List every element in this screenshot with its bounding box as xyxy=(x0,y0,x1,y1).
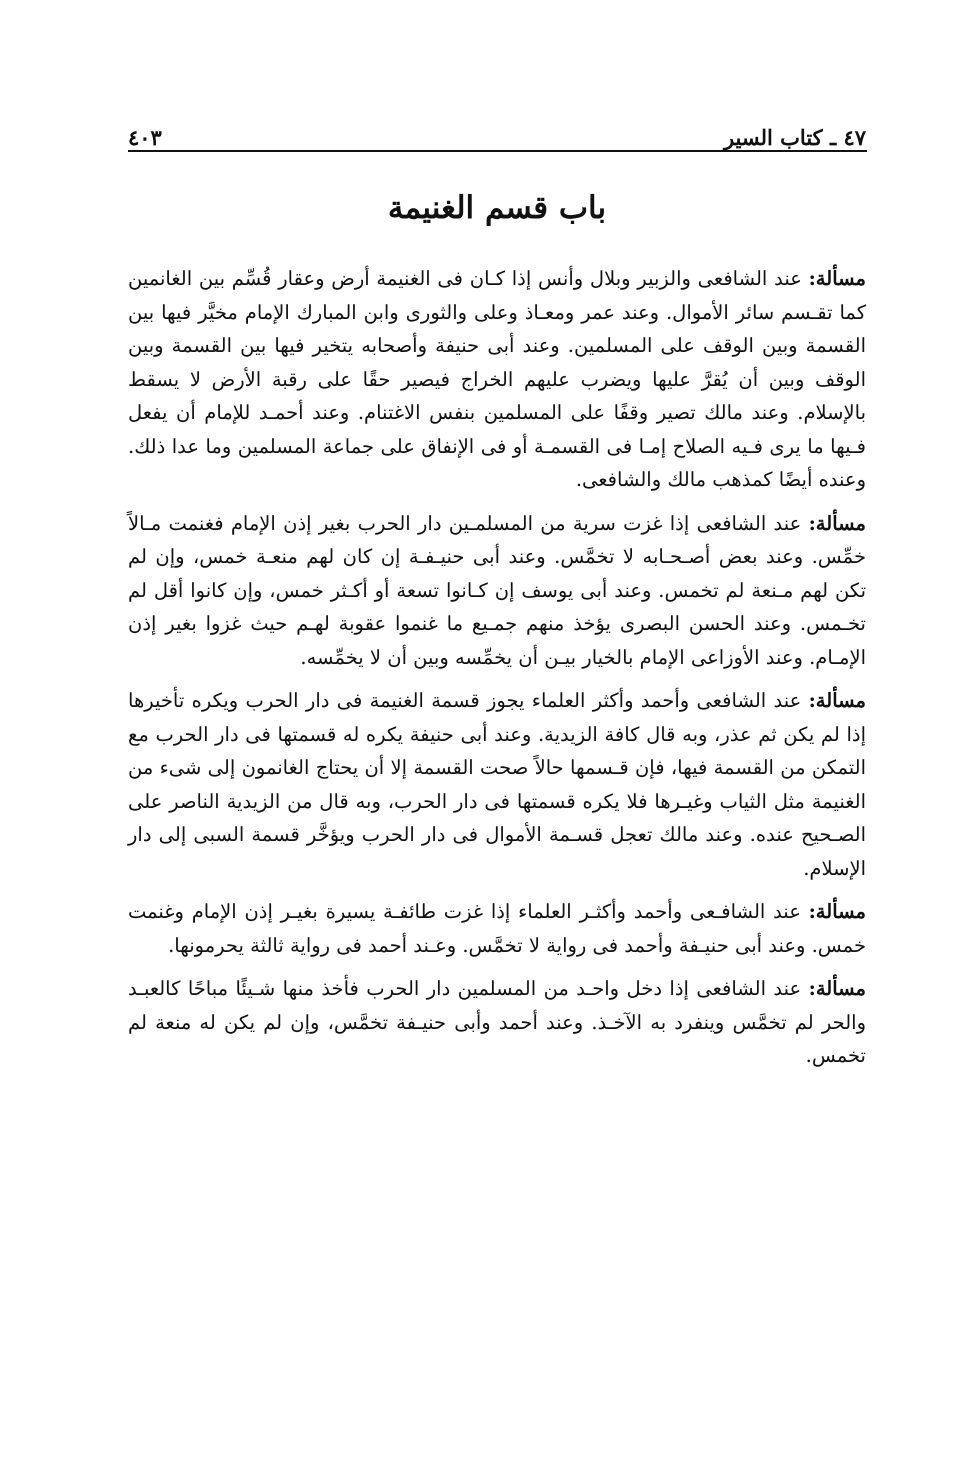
masala-label: مسألة: xyxy=(808,900,866,923)
masala-paragraph xyxy=(128,507,866,675)
masala-text: عند الشافعى والزبير وبلال وأنس إذا كـان فى الغنيمة أرض وعقار قُسِّم بين الغانمين كما تقـسم سائر الأموال. وعند عمر ومعـاذ وعلى والثورى وابن المبارك الإمام مخيَّر فيها بين القسمة وبين الوقف على المسلمين. وعند أبى حنيفة وأصحابه يتخير فيها بين القسمة وبين الوقف وبين أن يُقرَّ عليها ويضرب عليهم الخراج فيصير حقًا على رقبة الأرض لا يسقط بالإسلام. وعند مالك تصير وقفًا على المسلمين بنفس الاغتنام. وعند أحمـد للإمام أن يفعل فـيها ما يرى فـيه الصلاح إمـا فى القسمـة أو فى الإنفاق على جماعة المسلمين وما عدا ذلك. وعنده أيضًا كمذهب مالك والشافعى. xyxy=(128,267,866,491)
masala-text: عند الشافعى إذا دخل واحـد من المسلمين دار الحرب فأخذ منها شـيئًا مباحًا كالعبـد والحر لم تخمَّس وينفرد به الآخـذ. وعند أحمد وأبى حنيـفة تخمَّس، وإن لم يكن له منعة لم تخمس. xyxy=(128,977,866,1067)
section-title: باب قسم الغنيمة xyxy=(387,190,607,226)
running-header xyxy=(128,112,866,150)
masala-paragraph xyxy=(128,684,866,885)
header-rule xyxy=(128,150,867,152)
masala-label: مسألة: xyxy=(808,511,866,535)
masala-text: عند الشافعى إذا غزت سرية من المسلمـين دار الحرب بغير إذن الإمام فغنمت مـالاً خمِّس. وعند بعض أصـحـابه لا تخمَّس. وعند أبى حنيـفـة إن كان لهم منعـة خمس، وإن لم تكن لهم مـنعة لم تخمس. وعند أبى يوسف إن كـانوا تسعة أو أكـثر خمس، وإن كانوا أقل لم تخـمس. وعند الحسن البصرى يؤخذ منهم جمـيع ما غنموا عقوبة لهـم حيث غزوا بغير إذن الإمـام. وعند الأوزاعى الإمام بالخيار بيـن أن يخمِّسه وبين أن لا يخمِّسه. xyxy=(128,511,866,669)
page-number: ٤٠٣ xyxy=(128,125,162,150)
chapter-title: ٤٧ ـ كتاب السير xyxy=(723,125,866,150)
masala-text: عند الشافعى وأحمد وأكثر العلماء يجوز قسمة الغنيمة فى دار الحرب ويكره تأخيرها إذا لم يكن ثم عذر، وبه قال كافة الزيدية. وعند أبى حنيفة يكره له قسمتها فى دار الحرب مع التمكن من القسمة فيها، فإن قـسمها حالاً صحت القسمة إلا أن يحتاج الغانمون إلى شىء من الغنيمة مثل الثياب وغيـرها فلا يكره قسمتها فى دار الحرب، وبه قال من الزيدية الناصر على الصـحيح عنده. وعند مالك تعجل قسـمة الأموال فى دار الحرب ويؤخَّر قسمة السبى إلى دار الإسلام. xyxy=(128,689,866,880)
masala-label: مسألة: xyxy=(808,267,866,290)
masala-label: مسألة: xyxy=(808,689,866,712)
masala-paragraph xyxy=(128,972,866,1073)
masala-paragraph xyxy=(128,262,866,497)
body-text xyxy=(128,262,866,1083)
masala-paragraph xyxy=(128,895,866,962)
masala-label: مسألة: xyxy=(808,977,867,1000)
masala-text: عند الشافـعى وأحمد وأكثـر العلماء إذا غزت طائفـة يسيرة بغيـر إذن الإمام وغنمت خمس. وعند أبى حنيـفة وأحمد فى رواية لا تخمَّس. وعـند أحمد فى رواية ثالثة يحرمونها. xyxy=(128,900,866,957)
